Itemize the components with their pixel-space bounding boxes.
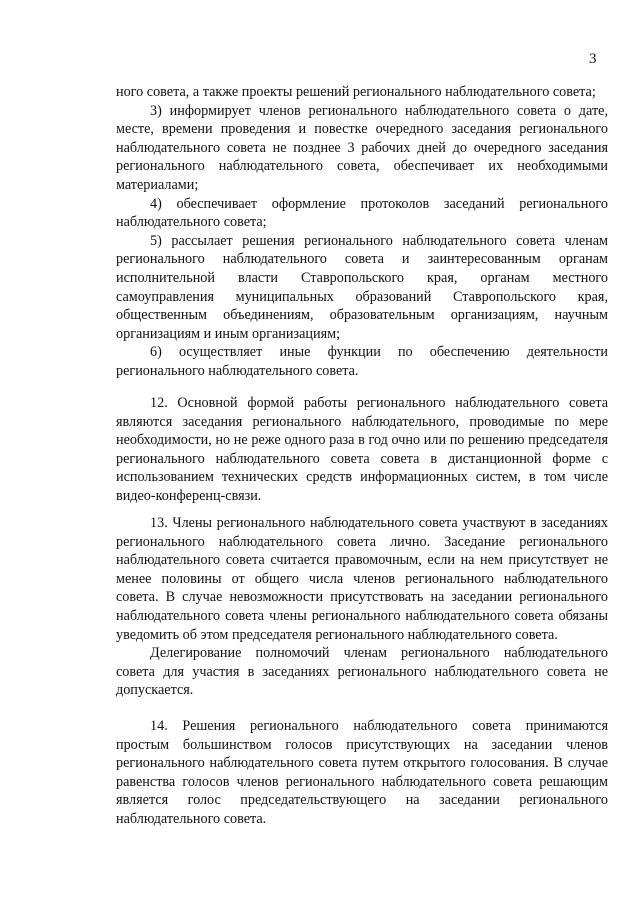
list-item-3: 3) информирует членов регионального наблюдательного совета о дате, месте, времени проведения и повестке очередного заседания регионального наблюдательного совета не позднее 3 рабочих дней до очередного заседания регионального наблюдательного совета, обеспечивает их необходимыми материалами;	[116, 102, 608, 193]
section-13	[116, 514, 608, 700]
list-item-4: 4) обеспечивает оформление протоколов заседаний регионального наблюдательного совета;	[116, 195, 608, 231]
paragraph-13: 13. Члены регионального наблюдательного совета участвуют в заседаниях регионального наблюдательного совета лично. Заседание регионального наблюдательного совета считается правомочным, если на нем присутствует не менее половины от общего числа членов регионального наблюдательного совета. В случае невозможности присутствовать на заседании регионального наблюдательного совета члены регионального наблюдательного совета обязаны уведомить об этом председателя регионального наблюдательного совета.	[116, 515, 608, 643]
list-item-5: 5) рассылает решения регионального наблюдательного совета членам регионального наблюдательного совета и заинтересованным органам исполнительной власти Ставропольского края, органам местного самоуправления муниципальных образований Ставропольского края, общественным объединениям, образовательным организациям, научным организациям и иным организациям;	[116, 232, 608, 342]
list-continuation-block	[116, 83, 608, 381]
paragraph-13-delegation: Делегирование полномочий членам регионального наблюдательного совета для участия в заседаниях регионального наблюдательного совета не допускается.	[116, 645, 608, 699]
section-14	[116, 717, 608, 829]
list-item-6: 6) осуществляет иные функции по обеспечению деятельности регионального наблюдательного совета.	[116, 344, 608, 379]
paragraph-14: 14. Решения регионального наблюдательного совета принимаются простым большинством голосов присутствующих на заседании членов регионального наблюдательного совета путем открытого голосования. В случае равенства голосов членов регионального наблюдательного совета решающим является голос председательствующего на заседании регионального наблюдательного совета.	[116, 718, 608, 827]
paragraph-12: 12. Основной формой работы регионального наблюдательного совета являются заседания регионального наблюдательного, проводимые по мере необходимости, но не реже одного раза в год очно или по решению председателя регионального наблюдательного совета совета в дистанционной форме с использованием технических средств информационных систем, в том числе видео-конференц-связи.	[116, 395, 608, 504]
section-12	[116, 394, 608, 506]
page-number: 3	[589, 51, 597, 67]
paragraph-continuation: ного совета, а также проекты решений регионального наблюдательного совета;	[116, 84, 596, 100]
